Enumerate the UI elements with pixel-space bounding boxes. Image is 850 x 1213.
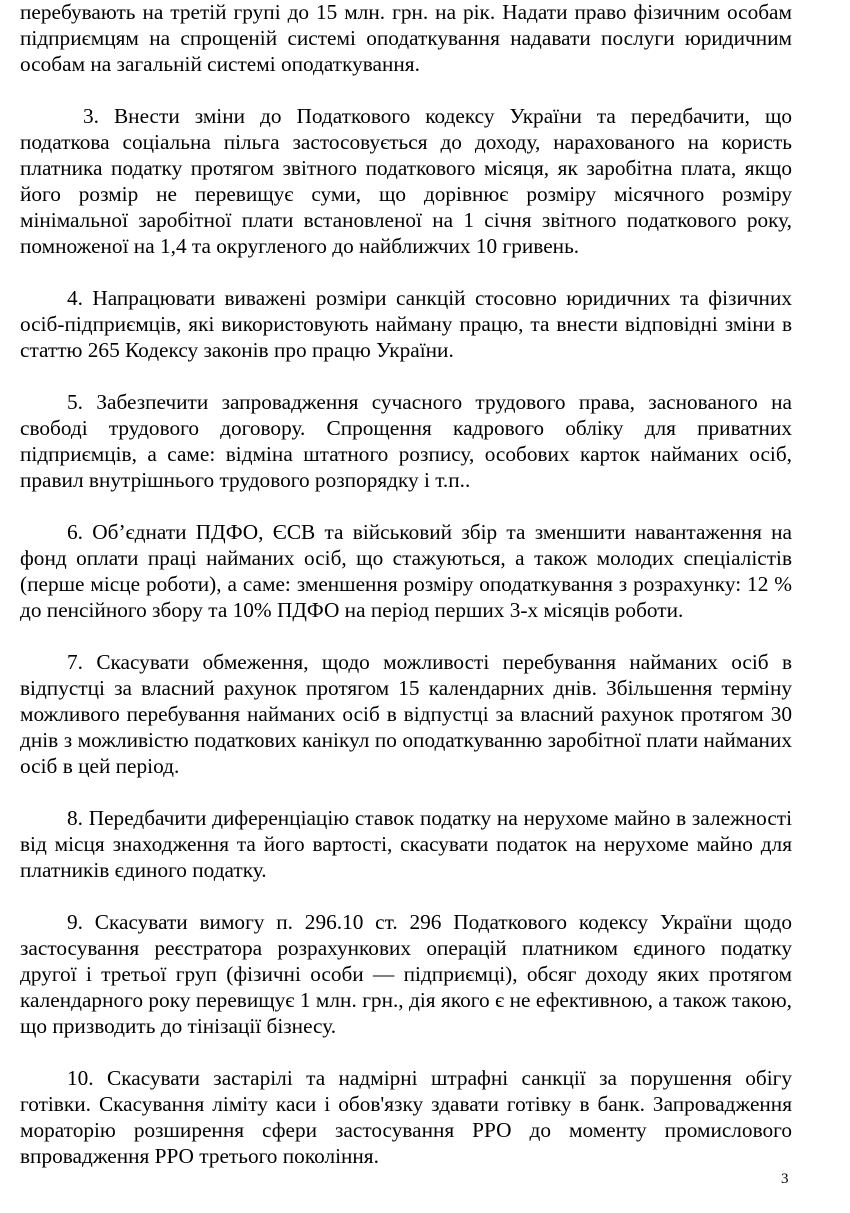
paragraph-continuation: перебувають на третій групі до 15 млн. грн. на рік. Надати право фізичним особам підприємцям на спрощеній системі оподаткування надавати послуги юридичним особам на загальній системі оподаткування. [20, 0, 792, 76]
page-number: 3 [781, 1171, 789, 1187]
paragraph-item-9: 9. Скасувати вимогу п. 296.10 ст. 296 Податкового кодексу України щодо застосування реєстратора розрахункових операцій платником єдиного податку другої і третьої груп (фізичні особи — підприємці), обсяг доходу яких протягом календарного року перевищує 1 млн. грн., дія якого є не ефективною, а також такою, що призводить до тінізації бізнесу. [20, 910, 792, 1038]
document-page [20, 0, 792, 1169]
paragraph-item-3: 3. Внести зміни до Податкового кодексу України та передбачити, що податкова соціальна пільга застосовується до доходу, нарахованого на користь платника податку протягом звітного податкового місяця, як заробітна плата, якщо його розмір не перевищує суми, що дорівнює розміру місячного розміру мінімальної заробітної плати встановленої на 1 січня звітного податкового року, помноженої на 1,4 та округленого до найближчих 10 гривень. [20, 104, 792, 258]
paragraph-item-4: 4. Напрацювати виважені розміри санкцій стосовно юридичних та фізичних осіб-підприємців, які використовують найману працю, та внести відповідні зміни в статтю 265 Кодексу законів про працю України. [20, 286, 792, 362]
paragraph-item-7: 7. Скасувати обмеження, щодо можливості перебування найманих осіб в відпустці за власний рахунок протягом 15 календарних днів. Збільшення терміну можливого перебування найманих осіб в відпустці за власний рахунок протягом 30 днів з можливістю податкових канікул по оподаткуванню заробітної плати найманих осіб в цей період. [20, 650, 792, 778]
paragraph-item-6: 6. Об’єднати ПДФО, ЄСВ та військовий збір та зменшити навантаження на фонд оплати праці найманих осіб, що стажуються, а також молодих спеціалістів (перше місце роботи), а саме: зменшення розміру оподаткування з розрахунку: 12 % до пенсійного збору та 10% ПДФО на період перших 3-х місяців роботи. [20, 520, 792, 622]
paragraph-item-10: 10. Скасувати застарілі та надмірні штрафні санкції за порушення обігу готівки. Скасування ліміту каси і обов'язку здавати готівку в банк. Запровадження мораторію розширення сфери застосування РРО до моменту промислового впровадження РРО третього покоління. [20, 1066, 792, 1168]
paragraph-item-5: 5. Забезпечити запровадження сучасного трудового права, заснованого на свободі трудового договору. Спрощення кадрового обліку для приватних підприємців, а саме: відміна штатного розпису, особових карток найманих осіб, правил внутрішнього трудового розпорядку і т.п.. [20, 390, 792, 492]
paragraph-item-8: 8. Передбачити диференціацію ставок податку на нерухоме майно в залежності від місця знаходження та його вартості, скасувати податок на нерухоме майно для платників єдиного податку. [20, 806, 792, 882]
